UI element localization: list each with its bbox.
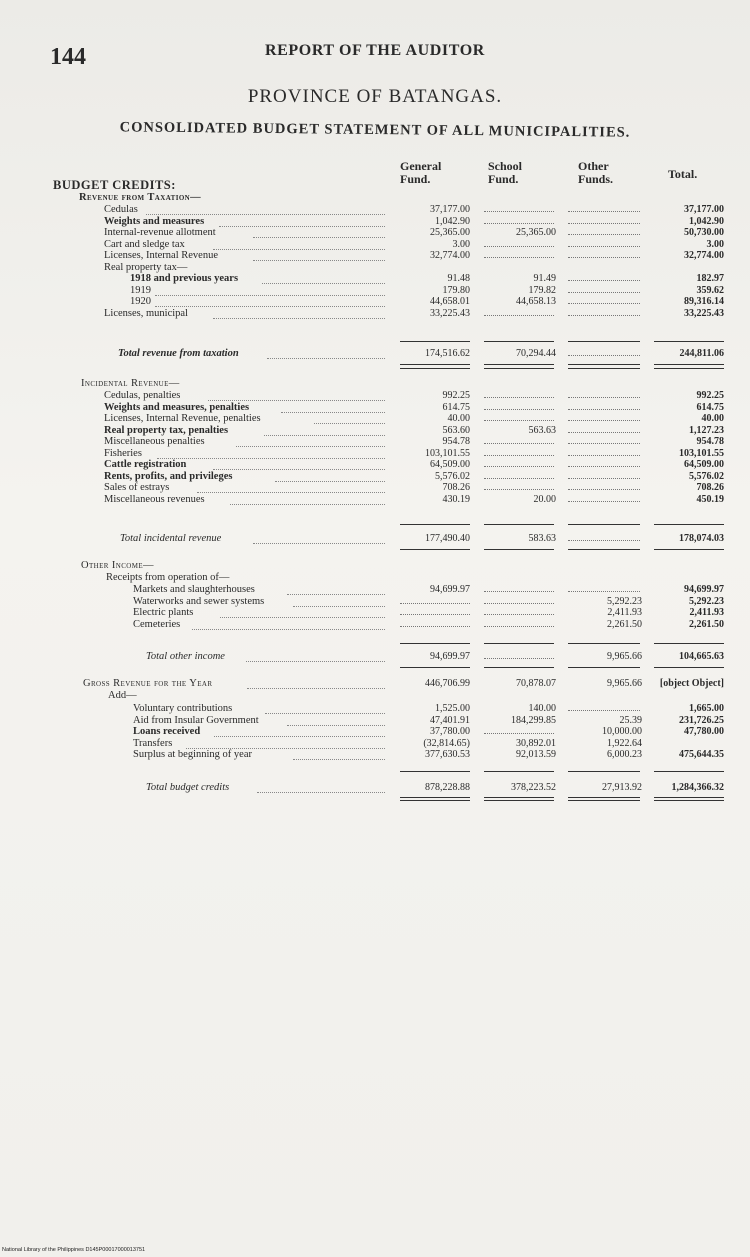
blank-leader xyxy=(568,234,640,235)
table-row xyxy=(0,715,750,727)
gross-revenue-row xyxy=(0,678,750,690)
total-rule xyxy=(400,368,470,369)
total-value: 182.97 xyxy=(696,273,724,285)
blank-leader xyxy=(568,303,640,304)
leader-dots xyxy=(213,239,385,250)
blank-leader xyxy=(568,455,640,456)
incidental-heading xyxy=(0,378,750,390)
total-rule xyxy=(400,771,470,772)
school-value: 91.49 xyxy=(533,273,556,285)
general-value: 446,706.99 xyxy=(425,678,470,689)
total-value: 708.26 xyxy=(696,482,724,494)
total-rule xyxy=(484,667,554,668)
general-value: 1,525.00 xyxy=(435,703,470,714)
total-rule xyxy=(568,549,640,550)
general-value: 64,509.00 xyxy=(430,459,470,471)
general-value: 954.78 xyxy=(442,436,470,448)
total-rule xyxy=(484,364,554,365)
general-value: 992.25 xyxy=(442,390,470,401)
leader-dots xyxy=(246,651,385,662)
table-row xyxy=(0,216,750,228)
table-row xyxy=(0,596,750,608)
row-label: Weights and measures xyxy=(104,215,205,227)
general-value: 614.75 xyxy=(442,401,470,413)
blank-leader xyxy=(568,478,640,479)
general-value: 44,658.01 xyxy=(430,296,470,308)
total-rule xyxy=(484,341,554,342)
row-label: Loans received xyxy=(133,726,201,738)
blank-leader xyxy=(568,710,640,711)
blank-leader xyxy=(568,397,640,398)
school-value: 20.00 xyxy=(533,493,556,505)
leader-dots xyxy=(293,596,385,607)
row-label: Licenses, municipal xyxy=(104,307,188,319)
total-value: 244,811.06 xyxy=(679,348,724,359)
total-rule xyxy=(568,524,640,525)
school-value: 184,299.85 xyxy=(511,714,556,726)
general-value: 179.80 xyxy=(442,284,470,296)
other-value: 25.39 xyxy=(619,714,642,726)
total-rule xyxy=(484,549,554,550)
leader-dots xyxy=(253,227,385,238)
table-row xyxy=(0,273,750,285)
column-header-school: School Fund. xyxy=(488,159,523,186)
total-rule xyxy=(568,667,640,668)
table-row xyxy=(0,619,750,631)
leader-dots xyxy=(236,436,385,447)
table-row xyxy=(0,482,750,494)
general-value: 563.60 xyxy=(442,424,470,436)
double-rule xyxy=(568,797,640,801)
general-value: 377,630.53 xyxy=(425,749,470,761)
row-label: 1919 xyxy=(130,284,151,296)
table-row xyxy=(0,413,750,425)
row-label: Miscellaneous revenues xyxy=(104,493,205,505)
row-label: Transfers xyxy=(133,737,173,749)
leader-dots xyxy=(287,715,385,726)
leader-dots xyxy=(275,471,385,482)
blank-leader xyxy=(484,443,554,444)
leader-dots xyxy=(213,459,385,470)
general-value: 94,699.97 xyxy=(430,584,470,595)
total-value: 2,411.93 xyxy=(689,607,724,619)
general-value: 708.26 xyxy=(442,482,470,494)
blank-leader xyxy=(568,540,640,541)
total-value: 2,261.50 xyxy=(689,618,724,630)
taxation-heading xyxy=(0,192,750,204)
total-rule xyxy=(568,364,640,365)
blank-leader xyxy=(568,292,640,293)
table-row xyxy=(0,262,750,274)
row-label: Rents, profits, and privileges xyxy=(104,470,233,482)
footer-credit: National Library of the Philippines D145P00017000013751 xyxy=(2,1247,146,1253)
table-row xyxy=(0,703,750,715)
row-label: Sales of estrays xyxy=(104,482,170,494)
general-value: 174,516.62 xyxy=(425,348,470,359)
blank-leader xyxy=(400,614,470,615)
leader-dots xyxy=(155,296,385,307)
table-row xyxy=(0,250,750,262)
row-label: Electric plants xyxy=(133,607,194,619)
row-label: Aid from Insular Government xyxy=(133,714,259,726)
total-value: 5,576.02 xyxy=(689,470,724,482)
blank-leader xyxy=(484,223,554,224)
leader-dots xyxy=(214,726,385,737)
school-value: 179.82 xyxy=(528,284,556,296)
total-value: 475,644.35 xyxy=(679,749,724,761)
row-label: Weights and measures, penalties xyxy=(104,401,250,413)
total-rule xyxy=(568,771,640,772)
other-value: 2,261.50 xyxy=(607,618,642,630)
add-label-text: Add— xyxy=(108,690,137,701)
double-rule xyxy=(484,797,554,801)
other-value: 9,965.66 xyxy=(607,678,642,689)
gross-label: Gross Revenue for the Year xyxy=(83,678,213,689)
total-rule xyxy=(400,364,470,365)
blank-leader xyxy=(484,315,554,316)
blank-leader xyxy=(484,420,554,421)
column-header-general: General Fund. xyxy=(400,159,442,186)
blank-leader xyxy=(484,246,554,247)
total-rule xyxy=(484,368,554,369)
blank-leader xyxy=(484,455,554,456)
other-value: 6,000.23 xyxy=(607,749,642,761)
total-value: 1,665.00 xyxy=(689,703,724,714)
row-label: Surplus at beginning of year xyxy=(133,749,252,761)
total-value: 450.19 xyxy=(696,493,724,505)
leader-dots xyxy=(253,250,385,261)
blank-leader xyxy=(484,466,554,467)
total-rule xyxy=(654,364,724,365)
general-value: 32,774.00 xyxy=(430,250,470,262)
row-label: Internal-revenue allotment xyxy=(104,227,216,239)
incidental-heading-text: Incidental Revenue— xyxy=(81,378,180,389)
blank-leader xyxy=(568,246,640,247)
receipts-subheading-text: Receipts from operation of— xyxy=(106,572,230,583)
table-row xyxy=(0,494,750,506)
blank-leader xyxy=(484,257,554,258)
general-value: 40.00 xyxy=(447,413,470,425)
leader-dots xyxy=(192,619,385,630)
blank-leader xyxy=(484,489,554,490)
total-rule xyxy=(654,549,724,550)
table-row xyxy=(0,425,750,437)
other-value: 1,922.64 xyxy=(607,737,642,749)
leader-dots xyxy=(265,703,385,714)
blank-leader xyxy=(568,315,640,316)
table-row xyxy=(0,390,750,402)
school-value: 583.63 xyxy=(528,533,556,544)
row-label: Cedulas, penalties xyxy=(104,390,181,401)
row-label: Cemeteries xyxy=(133,618,181,630)
total-row xyxy=(0,782,750,794)
leader-dots xyxy=(186,738,385,749)
leader-dots xyxy=(208,390,385,401)
other-income-heading-text: Other Income— xyxy=(81,560,154,571)
row-label: Cedulas xyxy=(104,204,138,215)
blank-leader xyxy=(484,626,554,627)
school-value: 44,658.13 xyxy=(516,296,556,308)
blank-leader xyxy=(484,658,554,659)
general-value: 33,225.43 xyxy=(430,307,470,319)
page-number: 144 xyxy=(50,44,86,70)
blank-leader xyxy=(568,409,640,410)
general-value: 94,699.97 xyxy=(430,651,470,662)
column-header-total: Total. xyxy=(668,167,698,181)
total-rule xyxy=(654,643,724,644)
budget-credits-heading: BUDGET CREDITS: xyxy=(53,178,176,192)
taxation-heading-text: Revenue from Taxation— xyxy=(79,192,202,203)
receipts-subheading xyxy=(0,572,750,584)
leader-dots xyxy=(230,494,385,505)
blank-leader xyxy=(568,443,640,444)
table-row xyxy=(0,308,750,320)
running-head: REPORT OF THE AUDITOR xyxy=(265,42,485,59)
school-value: 30,892.01 xyxy=(516,737,556,749)
leader-dots xyxy=(314,413,385,424)
total-value: 104,665.63 xyxy=(679,651,724,662)
blank-leader xyxy=(568,257,640,258)
general-value: 37,780.00 xyxy=(430,726,470,738)
leader-dots xyxy=(267,348,385,359)
total-value: 89,316.14 xyxy=(684,296,724,308)
total-value: 64,509.00 xyxy=(684,459,724,471)
total-row xyxy=(0,533,750,545)
leader-dots xyxy=(287,584,385,595)
general-value: 37,177.00 xyxy=(430,204,470,215)
total-value: 94,699.97 xyxy=(684,584,724,595)
school-value: 25,365.00 xyxy=(516,227,556,239)
total-rule xyxy=(568,643,640,644)
total-value: 33,225.43 xyxy=(684,307,724,319)
other-value: 9,965.66 xyxy=(607,651,642,662)
row-label: 1920 xyxy=(130,296,151,308)
table-row xyxy=(0,285,750,297)
blank-leader xyxy=(484,211,554,212)
total-value: 47,780.00 xyxy=(684,726,724,738)
total-rule xyxy=(654,524,724,525)
table-row xyxy=(0,296,750,308)
leader-dots xyxy=(281,402,385,413)
general-value: 1,042.90 xyxy=(435,215,470,227)
school-value: 70,294.44 xyxy=(516,348,556,359)
leader-dots xyxy=(220,607,385,618)
general-value: 3.00 xyxy=(452,238,470,250)
total-rule xyxy=(484,643,554,644)
blank-leader xyxy=(568,355,640,356)
add-label xyxy=(0,690,750,702)
total-rule xyxy=(654,771,724,772)
total-label: Total incidental revenue xyxy=(120,533,222,544)
leader-dots xyxy=(257,782,385,793)
province-title: PROVINCE OF BATANGAS. xyxy=(247,86,503,107)
total-value: 954.78 xyxy=(696,436,724,448)
general-value: 25,365.00 xyxy=(430,227,470,239)
total-rule xyxy=(400,643,470,644)
school-value: 92,013.59 xyxy=(516,749,556,761)
general-value: 878,228.88 xyxy=(425,782,470,793)
school-value: 70,878.07 xyxy=(516,678,556,689)
leader-dots xyxy=(247,678,385,689)
total-rule xyxy=(400,667,470,668)
other-value: 10,000.00 xyxy=(602,726,642,738)
table-row xyxy=(0,726,750,738)
double-rule xyxy=(654,797,724,801)
total-rule xyxy=(484,524,554,525)
blank-leader xyxy=(484,733,554,734)
table-row xyxy=(0,239,750,251)
total-row xyxy=(0,651,750,663)
total-rule xyxy=(568,368,640,369)
blank-leader xyxy=(568,466,640,467)
table-row xyxy=(0,227,750,239)
total-rule xyxy=(400,549,470,550)
blank-leader xyxy=(484,591,554,592)
table-row xyxy=(0,584,750,596)
blank-leader xyxy=(484,409,554,410)
row-label: Licenses, Internal Revenue, penalties xyxy=(104,413,261,425)
total-value: 1,284,366.32 xyxy=(671,782,724,793)
total-rule xyxy=(400,524,470,525)
statement-title: CONSOLIDATED BUDGET STATEMENT OF ALL MUNICIPALITIES. xyxy=(119,119,631,141)
total-label: Total other income xyxy=(146,651,225,662)
total-value: 178,074.03 xyxy=(679,533,724,544)
leader-dots xyxy=(197,482,385,493)
total-label: Total budget credits xyxy=(146,782,230,793)
row-label: Licenses, Internal Revenue xyxy=(104,250,218,262)
total-value: 50,730.00 xyxy=(684,227,724,239)
table-row xyxy=(0,471,750,483)
leader-dots xyxy=(262,273,385,284)
leader-dots xyxy=(157,448,385,459)
row-label: Cart and sledge tax xyxy=(104,238,185,250)
row-label: Waterworks and sewer systems xyxy=(133,595,265,607)
total-value: 614.75 xyxy=(696,401,724,413)
leader-dots xyxy=(155,285,385,296)
row-label: Cattle registration xyxy=(104,459,187,471)
total-value: 40.00 xyxy=(701,413,724,425)
blank-leader xyxy=(484,397,554,398)
row-label: Real property tax— xyxy=(104,261,188,273)
total-rule xyxy=(654,667,724,668)
total-value: 5,292.23 xyxy=(689,595,724,607)
total-value: [object Object] xyxy=(659,678,724,689)
total-value: 37,177.00 xyxy=(684,204,724,215)
total-rule xyxy=(400,341,470,342)
leader-dots xyxy=(219,216,385,227)
other-value: 2,411.93 xyxy=(607,607,642,619)
blank-leader xyxy=(484,478,554,479)
leader-dots xyxy=(264,425,385,436)
blank-leader xyxy=(568,489,640,490)
blank-leader xyxy=(484,603,554,604)
school-value: 378,223.52 xyxy=(511,782,556,793)
row-label: 1918 and previous years xyxy=(130,273,239,285)
row-label: Markets and slaughterhouses xyxy=(133,584,255,595)
blank-leader xyxy=(484,614,554,615)
total-value: 231,726.25 xyxy=(679,714,724,726)
other-value: 5,292.23 xyxy=(607,595,642,607)
general-value: 103,101.55 xyxy=(425,447,470,459)
row-label: Fisheries xyxy=(104,447,142,459)
column-header-other: Other Funds. xyxy=(578,159,614,186)
total-row xyxy=(0,348,750,360)
table-row xyxy=(0,436,750,448)
school-value: 563.63 xyxy=(528,424,556,436)
blank-leader xyxy=(400,626,470,627)
total-value: 992.25 xyxy=(696,390,724,401)
school-value: 140.00 xyxy=(528,703,556,714)
table-row xyxy=(0,448,750,460)
general-value: 91.48 xyxy=(447,273,470,285)
table-row xyxy=(0,459,750,471)
general-value: 177,490.40 xyxy=(425,533,470,544)
total-value: 1,127.23 xyxy=(689,424,724,436)
total-rule xyxy=(484,771,554,772)
blank-leader xyxy=(568,420,640,421)
blank-leader xyxy=(400,603,470,604)
total-value: 3.00 xyxy=(706,238,724,250)
row-label: Real property tax, penalties xyxy=(104,424,229,436)
row-label: Voluntary contributions xyxy=(133,703,233,714)
total-rule xyxy=(654,341,724,342)
blank-leader xyxy=(568,501,640,502)
table-row xyxy=(0,402,750,414)
leader-dots xyxy=(213,308,385,319)
blank-leader xyxy=(568,280,640,281)
total-value: 1,042.90 xyxy=(689,215,724,227)
blank-leader xyxy=(568,591,640,592)
blank-leader xyxy=(568,223,640,224)
leader-dots xyxy=(293,749,385,760)
general-value: 430.19 xyxy=(442,493,470,505)
table-row xyxy=(0,749,750,761)
general-value: 5,576.02 xyxy=(435,470,470,482)
general-value: (32,814.65) xyxy=(423,737,470,749)
total-label: Total revenue from taxation xyxy=(118,348,239,359)
blank-leader xyxy=(568,432,640,433)
total-rule xyxy=(654,368,724,369)
table-row xyxy=(0,204,750,216)
leader-dots xyxy=(253,533,385,544)
total-rule xyxy=(568,341,640,342)
table-row xyxy=(0,607,750,619)
total-value: 32,774.00 xyxy=(684,250,724,262)
general-value: 47,401.91 xyxy=(430,714,470,726)
table-row xyxy=(0,738,750,750)
blank-leader xyxy=(568,211,640,212)
other-income-heading xyxy=(0,560,750,572)
leader-dots xyxy=(146,204,385,215)
total-value: 359.62 xyxy=(696,284,724,296)
other-value: 27,913.92 xyxy=(602,782,642,793)
total-value: 103,101.55 xyxy=(679,447,724,459)
row-label: Miscellaneous penalties xyxy=(104,436,205,448)
double-rule xyxy=(400,797,470,801)
